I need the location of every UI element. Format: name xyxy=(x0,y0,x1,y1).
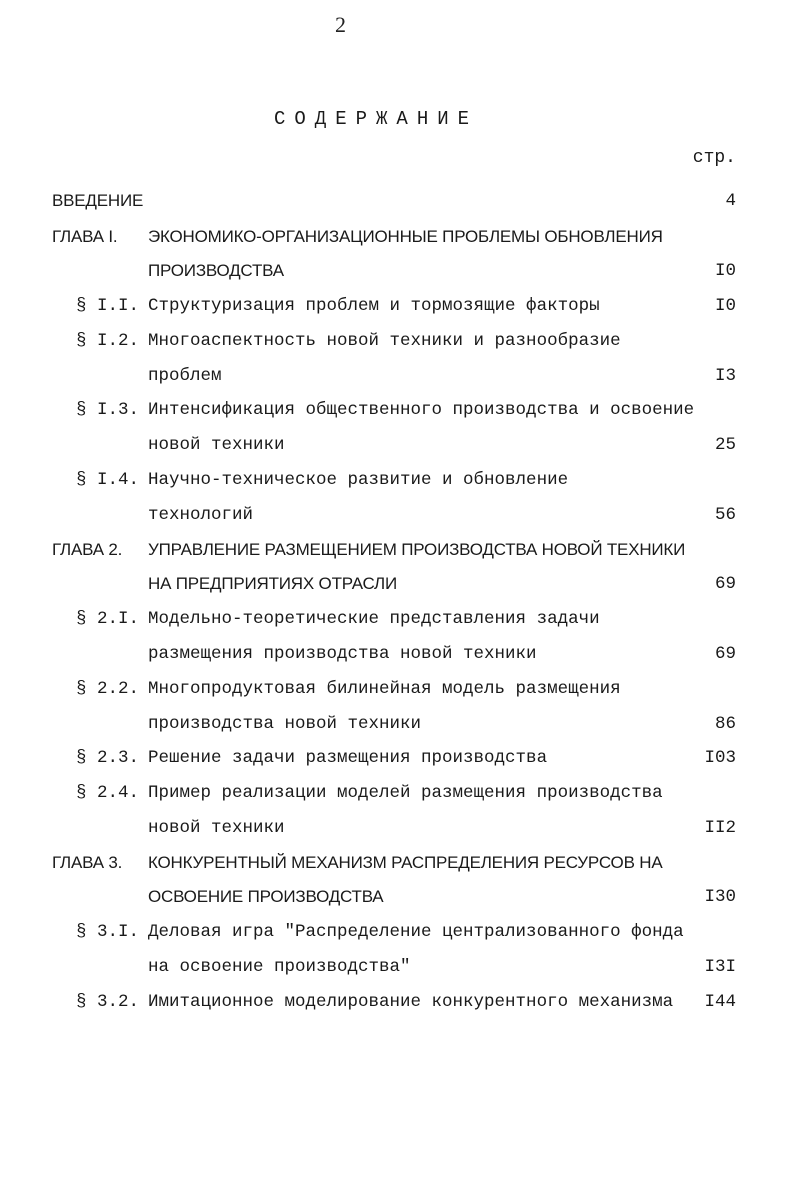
chapter-title-line1: УПРАВЛЕНИЕ РАЗМЕЩЕНИЕМ ПРОИЗВОДСТВА НОВОЙ ТЕХНИКИ xyxy=(148,540,686,559)
page-column-label: стр. xyxy=(692,148,736,168)
toc-entry-page: I3 xyxy=(714,366,736,386)
toc-heading: СОДЕРЖАНИЕ xyxy=(274,108,479,130)
section-prefix: § I.I. xyxy=(76,296,140,316)
toc-entry-page: 69 xyxy=(714,574,736,594)
toc-entry-intro xyxy=(52,188,736,214)
section-prefix: § I.4. xyxy=(76,470,140,490)
toc-entry-section-2-1 xyxy=(148,641,736,667)
toc-entry-chapter-1 xyxy=(148,258,736,284)
chapter-title-line2: НА ПРЕДПРИЯТИЯХ ОТРАСЛИ xyxy=(148,574,398,593)
section-title-line1: Многопродуктовая билинейная модель размещения xyxy=(148,679,621,699)
toc-entry-section-2-3 xyxy=(148,745,736,771)
section-prefix: § I.3. xyxy=(76,400,140,420)
toc-entry-chapter-3 xyxy=(148,884,736,910)
section-title-line2: производства новой техники xyxy=(148,714,422,734)
section-title-line1: Имитационное моделирование конкурентного механизма xyxy=(148,992,674,1012)
section-title-line1: Интенсификация общественного производства и освоение xyxy=(148,400,695,420)
toc-entry-section-1-3 xyxy=(148,432,736,458)
toc-entry-section-2-2 xyxy=(148,711,736,737)
toc-entry-section-1-2 xyxy=(148,363,736,389)
toc-entry-page: I0 xyxy=(714,296,736,316)
section-title-line1: Научно-техническое развитие и обновление xyxy=(148,470,569,490)
toc-entry-page: I3I xyxy=(704,957,736,977)
section-prefix: § 2.4. xyxy=(76,783,140,803)
section-title-line1: Решение задачи размещения производства xyxy=(148,748,548,768)
chapter-title-line2: ПРОИЗВОДСТВА xyxy=(148,261,284,280)
chapter-title-line2: ОСВОЕНИЕ ПРОИЗВОДСТВА xyxy=(148,887,384,906)
toc-entry-page: I30 xyxy=(704,887,736,907)
toc-entry-page: I03 xyxy=(704,748,736,768)
toc-entry-section-3-1 xyxy=(148,954,736,980)
toc-entry-page: 56 xyxy=(714,505,736,525)
toc-entry-page: 69 xyxy=(714,644,736,664)
section-title-line2: размещения производства новой техники xyxy=(148,644,537,664)
section-title-line1: Деловая игра "Распределение централизованного фонда xyxy=(148,922,684,942)
chapter-prefix: ГЛАВА 2. xyxy=(52,540,123,559)
toc-entry-page: 4 xyxy=(725,191,736,211)
toc-entry-section-1-1 xyxy=(148,293,736,319)
section-title-line2: новой техники xyxy=(148,435,285,455)
section-title-line2: новой техники xyxy=(148,818,285,838)
toc-entry-page: II2 xyxy=(704,818,736,838)
toc-entry-chapter-2 xyxy=(148,571,736,597)
toc-entry-page: 86 xyxy=(714,714,736,734)
toc-entry-page: 25 xyxy=(714,435,736,455)
section-title-line2: на освоение производства" xyxy=(148,957,411,977)
page-number: 2 xyxy=(335,12,346,37)
toc-entry-page: I0 xyxy=(714,261,736,281)
toc-entry-page: I44 xyxy=(704,992,736,1012)
section-title-line1: Модельно-теоретические представления задачи xyxy=(148,609,600,629)
toc-entry-title: ВВЕДЕНИЕ xyxy=(52,191,144,210)
section-prefix: § 3.I. xyxy=(76,922,140,942)
section-prefix: § 2.2. xyxy=(76,679,140,699)
chapter-prefix: ГЛАВА I. xyxy=(52,227,118,246)
section-title-line1: Структуризация проблем и тормозящие факторы xyxy=(148,296,600,316)
chapter-prefix: ГЛАВА 3. xyxy=(52,853,123,872)
toc-entry-section-3-2 xyxy=(148,989,736,1015)
toc-entry-section-1-4 xyxy=(148,502,736,528)
section-prefix: § I.2. xyxy=(76,331,140,351)
section-prefix: § 3.2. xyxy=(76,992,140,1012)
section-prefix: § 2.3. xyxy=(76,748,140,768)
section-title-line1: Пример реализации моделей размещения производства xyxy=(148,783,663,803)
chapter-title-line1: КОНКУРЕНТНЫЙ МЕХАНИЗМ РАСПРЕДЕЛЕНИЯ РЕСУРСОВ НА xyxy=(148,853,663,872)
toc-entry-section-2-4 xyxy=(148,815,736,841)
section-prefix: § 2.I. xyxy=(76,609,140,629)
chapter-title-line1: ЭКОНОМИКО-ОРГАНИЗАЦИОННЫЕ ПРОБЛЕМЫ ОБНОВЛЕНИЯ xyxy=(148,227,663,246)
section-title-line1: Многоаспектность новой техники и разнообразие xyxy=(148,331,621,351)
section-title-line2: проблем xyxy=(148,366,222,386)
section-title-line2: технологий xyxy=(148,505,254,525)
